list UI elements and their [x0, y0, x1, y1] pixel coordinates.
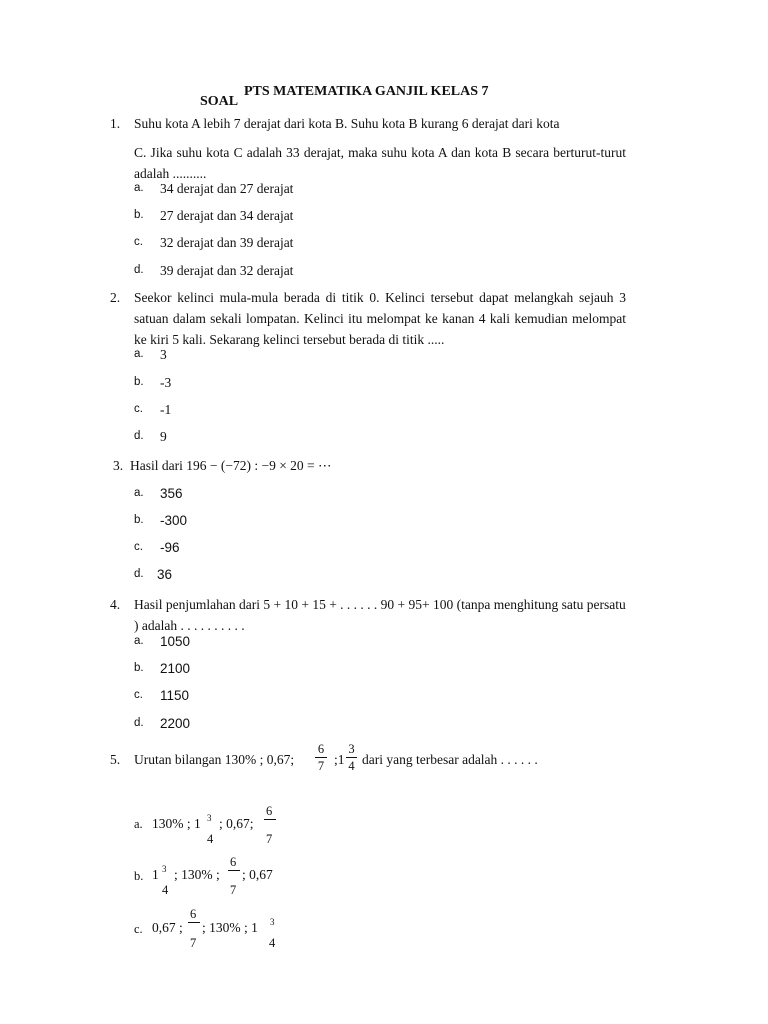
q2-option-letter: c. [134, 403, 143, 415]
q5-option-a-den-2: 7 [266, 832, 273, 846]
q4-option-b: 2100 [160, 661, 191, 676]
q5-option-letter: a. [134, 817, 143, 831]
q3-option-b: -300 [160, 513, 188, 528]
q3-option-c: -96 [160, 540, 180, 555]
q5-option-letter: c. [134, 922, 143, 936]
question-2-text: Seekor kelinci mula-mula berada di titik 0. Kelinci tersebut dapat melangkah sejauh 3 satuan dalam sekali lompatan. Kelinci itu melompat ke kanan 4 kali kemudian melompat ke kiri 5 kali. Sekarang kelinci tersebut berada di titik ..... [134, 290, 626, 347]
fraction-6-7: 6 7 [315, 742, 327, 773]
q1-option-letter: a. [134, 182, 144, 194]
question-3-text: Hasil dari 196 − (−72) : −9 × 20 = ⋯ [130, 458, 332, 473]
question-4-text: Hasil penjumlahan dari 5 + 10 + 15 + . . . . . . 90 + 95+ 100 (tanpa menghitung satu persatu ) adalah . . . . . . . . . . [134, 597, 626, 633]
q1-option-a: 34 derajat dan 27 derajat [160, 181, 294, 196]
question-1-line-1: Suhu kota A lebih 7 derajat dari kota B. Suhu kota B kurang 6 derajat dari kota [134, 116, 560, 131]
q5-option-a-fraction-bar [264, 819, 276, 820]
q2-option-letter: b. [134, 376, 144, 388]
q5-option-c-num-1: 6 [190, 907, 197, 921]
title-soal: SOAL [200, 94, 239, 109]
q5-option-c-part-1: 0,67 ; [152, 920, 183, 935]
q5-option-b-num-1: 3 [162, 864, 167, 874]
q1-option-letter: c. [134, 236, 143, 248]
q3-option-letter: a. [134, 487, 144, 499]
q5-option-b-den-2: 7 [230, 883, 237, 897]
q5-option-c-den-1: 7 [190, 936, 197, 950]
question-1-number: 1. [110, 116, 121, 131]
q5-option-a-den-1: 4 [207, 832, 214, 846]
q2-option-letter: a. [134, 348, 144, 360]
question-2-number: 2. [110, 290, 121, 305]
q5-option-b-den-1: 4 [162, 883, 169, 897]
q1-option-d: 39 derajat dan 32 derajat [160, 263, 294, 278]
q1-option-c: 32 derajat dan 39 derajat [160, 235, 294, 250]
q4-option-letter: a. [134, 635, 144, 647]
question-5-outro: dari yang terbesar adalah . . . . . . [362, 752, 538, 767]
q5-option-a-part-2: ; 0,67; [219, 816, 254, 831]
q2-option-letter: d. [134, 430, 144, 442]
q1-option-letter: d. [134, 264, 144, 276]
q5-option-b-fraction-bar [228, 870, 240, 871]
page-title: PTS MATEMATIKA GANJIL KELAS 7 [244, 84, 489, 99]
question-5-intro: Urutan bilangan 130% ; 0,67; [134, 752, 295, 767]
question-5-mid: ;1 [334, 752, 345, 767]
question-3-number: 3. [113, 458, 124, 473]
question-1-line-2: C. Jika suhu kota C adalah 33 derajat, maka suhu kota A dan kota B secara berturut-turut adalah .......... [134, 145, 626, 181]
q4-option-letter: d. [134, 717, 144, 729]
q3-option-letter: c. [134, 541, 143, 553]
q3-option-a: 356 [160, 486, 183, 501]
q5-option-c-fraction-bar [188, 922, 200, 923]
q5-option-a-part-1: 130% ; 1 [152, 816, 201, 831]
q4-option-a: 1050 [160, 634, 191, 649]
question-5-number: 5. [110, 752, 121, 767]
q2-option-b: -3 [160, 375, 172, 390]
q5-option-letter: b. [134, 869, 144, 883]
q5-option-b-part-2: ; 130% ; [174, 867, 220, 882]
q4-option-d: 2200 [160, 716, 191, 731]
q2-option-d: 9 [160, 429, 167, 444]
q5-option-a-num-2: 6 [266, 804, 273, 818]
q4-option-letter: c. [134, 689, 143, 701]
q5-option-c-part-2: ; 130% ; 1 [202, 920, 258, 935]
q2-option-a: 3 [160, 347, 167, 362]
q5-option-a-num-1: 3 [207, 813, 212, 823]
q5-option-b-num-2: 6 [230, 855, 237, 869]
q5-option-c-num-2: 3 [270, 917, 275, 927]
q1-option-letter: b. [134, 209, 144, 221]
q4-option-letter: b. [134, 662, 144, 674]
q4-option-c: 1150 [160, 688, 190, 703]
q2-option-c: -1 [160, 402, 172, 417]
q3-option-d: 36 [157, 567, 173, 582]
question-4-number: 4. [110, 597, 121, 612]
q5-option-b-part-3: ; 0,67 [242, 867, 273, 882]
fraction-3-4: 3 4 [346, 742, 357, 773]
q5-option-b-part-1: 1 [152, 867, 159, 882]
q1-option-b: 27 derajat dan 34 derajat [160, 208, 294, 223]
q3-option-letter: d. [134, 568, 144, 580]
q3-option-letter: b. [134, 514, 144, 526]
q5-option-c-den-2: 4 [269, 936, 276, 950]
